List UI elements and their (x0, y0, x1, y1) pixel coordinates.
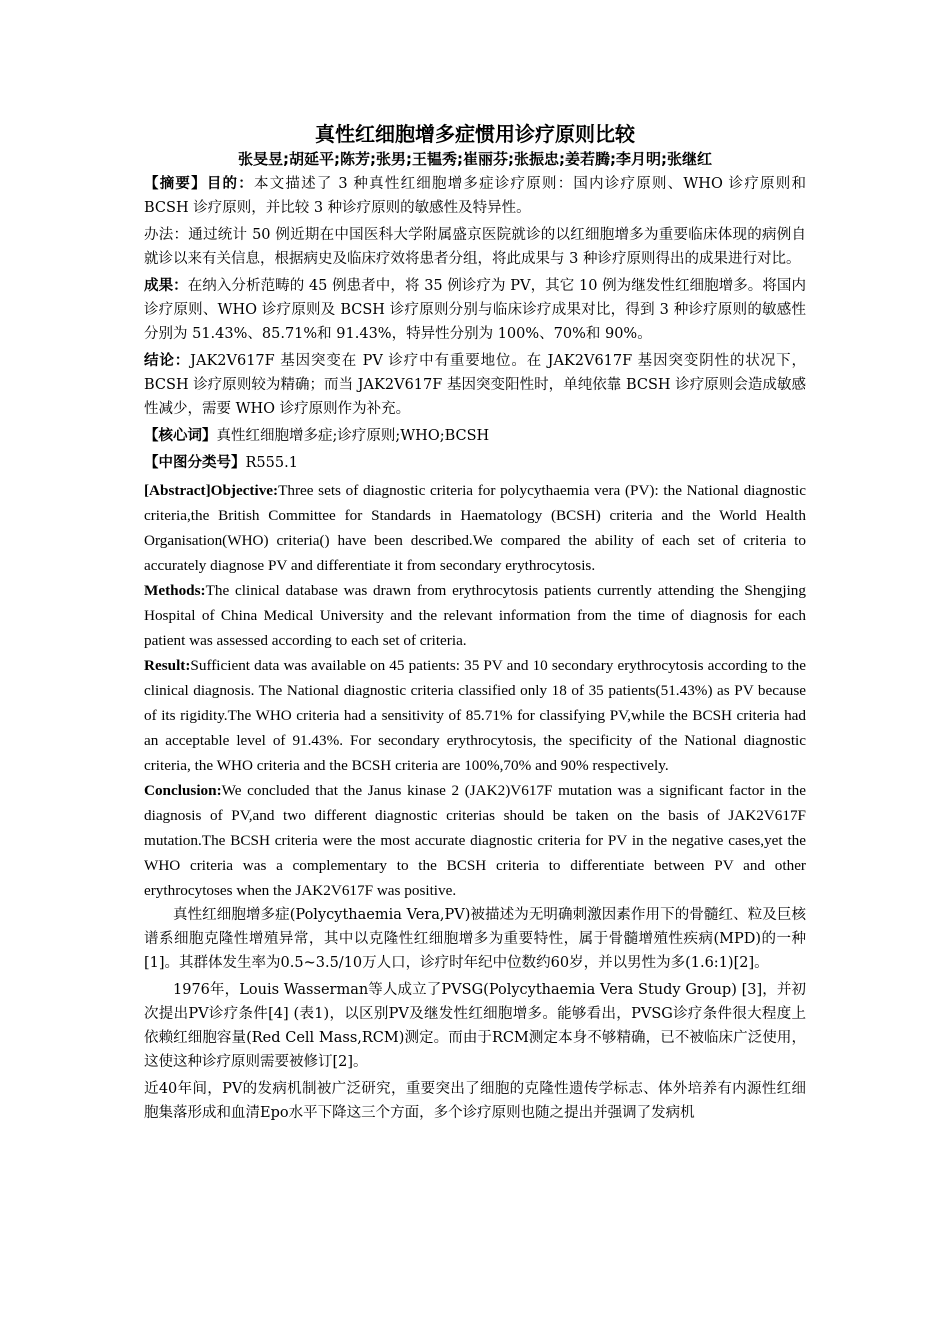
en-abstract-objective (144, 478, 806, 578)
en-abstract-result (144, 653, 806, 778)
en-abstract (144, 478, 806, 903)
zh-abstract-result (144, 274, 806, 346)
en-conclusion-label: Conclusion: (144, 782, 222, 799)
zh-objective-label: 【摘要】目的： (144, 175, 254, 192)
en-objective-label: [Abstract]Objective: (144, 482, 279, 499)
zh-conclusion-text: JAK2V617F 基因突变在 PV 诊疗中有重要地位。在 JAK2V617F 基因突变阴性的状况下，BCSH 诊疗原则较为精确；而当 JAK2V617F 基因突变阳性时，单纯依靠 BCSH 诊疗原则会造成敏感性减少，需要 WHO 诊疗原则作为补充。 (144, 353, 807, 417)
zh-keywords (144, 424, 806, 448)
en-result-label: Result: (144, 657, 191, 674)
en-abstract-methods (144, 578, 806, 653)
en-methods-label: Methods: (144, 582, 206, 599)
en-abstract-conclusion (144, 778, 806, 903)
zh-result-text: 在纳入分析范畴的 45 例患者中，将 35 例诊疗为 PV，其它 10 例为继发性红细胞增多。将国内诊疗原则、WHO 诊疗原则及 BCSH 诊疗原则分别与临床诊疗成果对比，得到 3 种诊疗原则的敏感性分别为 51.43%、85.71%和 91.43%，特异性分别为 100%、70%和 90%。 (144, 278, 807, 342)
zh-abstract-conclusion (144, 349, 806, 421)
zh-conclusion-label: 结论： (144, 352, 191, 369)
en-conclusion-text: We concluded that the Janus kinase 2 (JAK2)V617F mutation was a significant factor in the diagnosis of PV,and two different diagnostic criterias should be taken on the basis of JAK2V617F mutation.The BCSH criteria were the most accurate diagnostic criteria for PV in the negative cases,yet the WHO criteria was a complementary to the BCSH criteria to differentiate between PV and other erythrocytoses when the JAK2V617F was positive. (144, 782, 806, 899)
author-list: 张旻昱;胡延平;陈芳;张男;王韫秀;崔丽芬;张振忠;姜若腾;李月明;张继红 (238, 150, 712, 168)
en-result-text: Sufficient data was available on 45 patients: 35 PV and 10 secondary erythrocytosis according to the clinical diagnosis. The National diagnostic criteria classified only 18 of 35 patients(51.43%) as PV because of its rigidity.The WHO criteria had a sensitivity of 85.71% for classifying PV,while the BCSH criteria had an acceptable level of 91.43%. For secondary erythrocytosis, the specificity of the National diagnostic criteria, the WHO criteria and the BCSH criteria are 100%,70% and 90% respectively. (144, 657, 806, 774)
en-objective-text: Three sets of diagnostic criteria for polycythaemia vera (PV): the National diagnostic criteria,the British Committee for Standards in Haematology (BCSH) criteria and the World Health Organisation(WHO) criteria() have been described.We compared the ability of each set of criteria to accurately diagnose PV and differentiate it from secondary erythrocytosis. (144, 482, 806, 574)
zh-clc-text: R555.1 (245, 455, 298, 471)
zh-abstract-objective (144, 172, 806, 220)
paper-title: 真性红细胞增多症惯用诊疗原则比较 (315, 122, 635, 146)
body-paragraph-2: 1976年，Louis Wasserman等人成立了PVSG(Polycythaemia Vera Study Group) [3]，并初次提出PV诊疗条件[4] (表1)，以区别PV及继发性红细胞增多。能够看出，PVSG诊疗条件很大程度上依赖红细胞容量(Red Cell Mass,RCM)测定。而由于RCM测定本身不够精确，已不被临床广泛使用，这使这种诊疗原则需要被修订[2]。 (144, 982, 806, 1070)
body-paragraph-1: 真性红细胞增多症(Polycythaemia Vera,PV)被描述为无明确刺激因素作用下的骨髓红、粒及巨核谱系细胞克隆性增殖异常，其中以克隆性红细胞增多为重要特性，属于骨髓增殖性疾病(MPD)的一种[1]。其群体发生率为0.5~3.5/10万人口，诊疗时年纪中位数约60岁，并以男性为多(1.6:1)[2]。 (144, 907, 806, 971)
body-paragraph-3: 近40年间，PV的发病机制被广泛研究，重要突出了细胞的克隆性遗传学标志、体外培养有内源性红细胞集落形成和血清Epo水平下降这三个方面，多个诊疗原则也随之提出并强调了发病机 (144, 1081, 806, 1121)
zh-result-label: 成果： (144, 277, 188, 294)
zh-clc-label: 【中图分类号】 (144, 454, 246, 471)
zh-objective-text: 本文描述了 3 种真性红细胞增多症诊疗原则：国内诊疗原则、WHO 诊疗原则和 BCSH 诊疗原则，并比较 3 种诊疗原则的敏感性及特异性。 (144, 176, 806, 216)
zh-keywords-label: 【核心词】 (144, 427, 217, 444)
paper-page (144, 120, 806, 1128)
zh-clc (144, 451, 806, 475)
zh-keywords-text: 真性红细胞增多症;诊疗原则;WHO;BCSH (216, 428, 490, 444)
zh-abstract-methods: 办法：通过统计 50 例近期在中国医科大学附属盛京医院就诊的以红细胞增多为重要临床体现的病例自就诊以来有关信息，根据病史及临床疗效将患者分组，将此成果与 3 种诊疗原则得出的成果进行对比。 (144, 227, 806, 267)
en-methods-text: The clinical database was drawn from erythrocytosis patients currently attending the Shengjing Hospital of China Medical University and the relevant information from the time of diagnosis for each patient was assessed according to each set of criteria. (144, 582, 806, 649)
